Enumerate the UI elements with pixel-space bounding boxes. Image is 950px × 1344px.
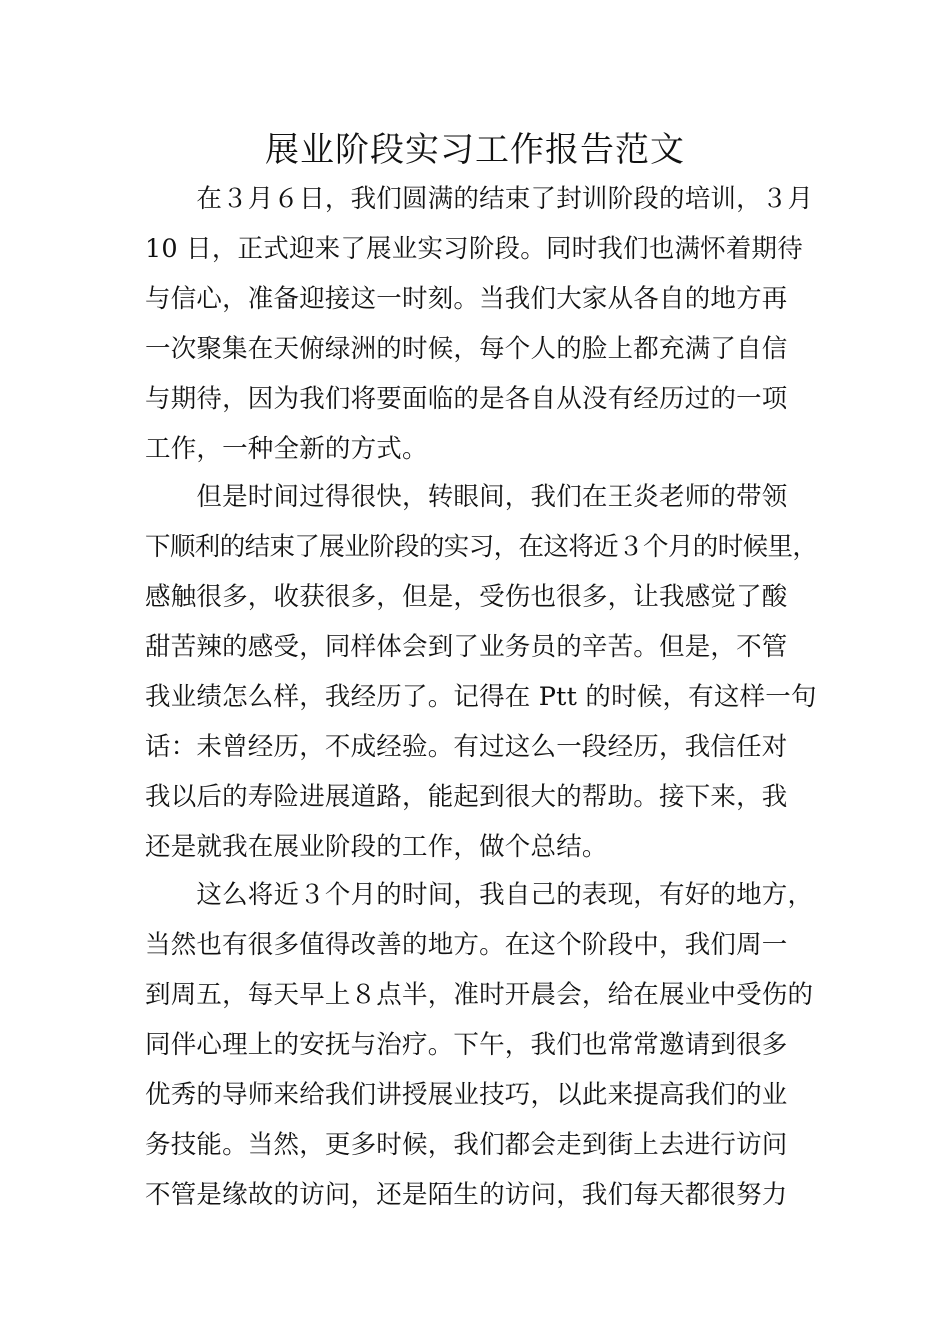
text-line: 还是就我在展业阶段的工作，做个总结。 [145,832,608,862]
text-line: 同伴心理上的安抚与治疗。下午，我们也常常邀请到很多 [145,1030,788,1060]
text-line: 工作，一种全新的方式。 [145,434,428,464]
text-line: 感触很多，收获很多，但是，受伤也很多，让我感觉了酸 [145,582,788,612]
text-line: 一次聚集在天俯绿洲的时候，每个人的脸上都充满了自信 [145,334,788,364]
text-line: 优秀的导师来给我们讲授展业技巧，以此来提高我们的业 [145,1080,788,1110]
text-line: 我以后的寿险进展道路，能起到很大的帮助。接下来，我 [145,782,788,812]
document-title: 展业阶段实习工作报告范文 [265,130,685,170]
text-line: 当然也有很多值得改善的地方。在这个阶段中，我们周一 [145,930,788,960]
text-line: 到周五，每天早上８点半，准时开晨会，给在展业中受伤的 [145,980,814,1010]
text-line: 话：未曾经历，不成经验。有过这么一段经历，我信任对 [145,732,788,762]
text-line: 与期待，因为我们将要面临的是各自从没有经历过的一项 [145,384,788,414]
text-line: 在３月６日，我们圆满的结束了封训阶段的培训，３月 [145,184,814,214]
text-line: 这么将近３个月的时间，我自己的表现，有好的地方， [145,880,814,910]
text-line: 下顺利的结束了展业阶段的实习，在这将近３个月的时候里， [145,532,818,562]
text-line: 甜苦辣的感受，同样体会到了业务员的辛苦。但是，不管 [145,632,788,662]
text-line: 不管是缘故的访问，还是陌生的访问，我们每天都很努力 [145,1180,788,1210]
text-line: 10 日，正式迎来了展业实习阶段。同时我们也满怀着期待 [145,234,803,264]
text-line: 与信心，准备迎接这一时刻。当我们大家从各自的地方再 [145,284,788,314]
text-line: 但是时间过得很快，转眼间，我们在王炎老师的带领 [145,482,788,512]
text-line: 务技能。当然，更多时候，我们都会走到街上去进行访问 [145,1130,788,1160]
text-line: 我业绩怎么样，我经历了。记得在 Ptt 的时候，有这样一句 [145,682,817,712]
